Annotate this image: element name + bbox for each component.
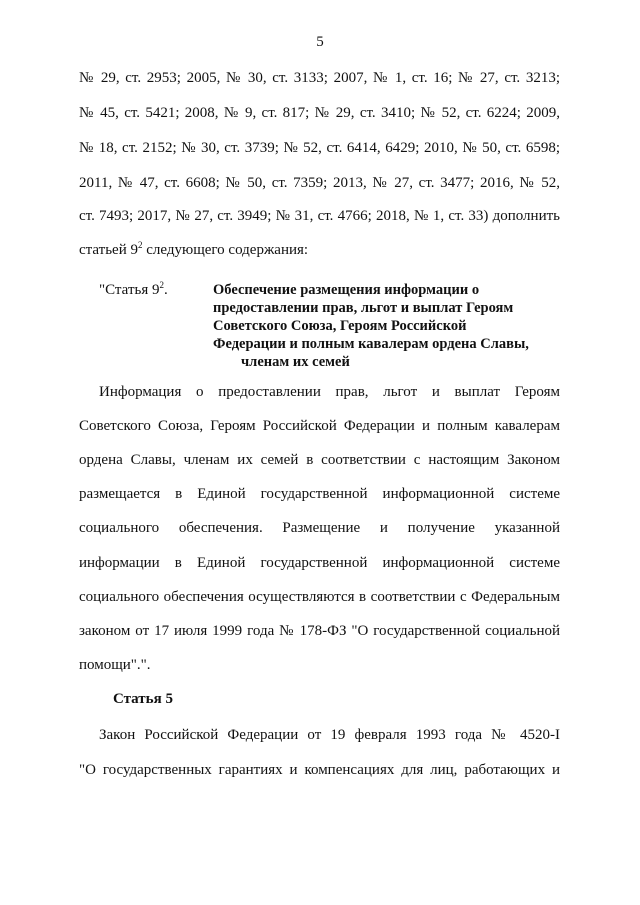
article5-line-2: "О государственных гарантиях и компенсациях для лиц, работающих и [79,762,560,778]
new-article-title-line-4: Федерации и полным кавалерам ордена Славы, [213,336,529,352]
new-article-title-line-2: предоставлении прав, льгот и выплат Героям [213,300,514,316]
new-article-title [213,281,529,371]
intro-line-4: 2011, № 47, ст. 6608; № 50, ст. 7359; 2013, № 27, ст. 3477; 2016, № 52, [79,175,560,191]
new-article-label-sup: 2 [159,280,164,290]
body-line-6: информации в Единой государственной информационной системе [79,555,560,571]
article5-line-1: Закон Российской Федерации от 19 февраля 1993 года № 4520-I [99,727,560,743]
body-line-9: помощи".". [79,657,151,673]
new-article-title-line-1: Обеспечение размещения информации о [213,282,480,298]
intro-line-5: ст. 7493; 2017, № 27, ст. 3949; № 31, ст. 4766; 2018, № 1, ст. 33) дополнить [79,208,560,224]
body-line-5: социального обеспечения. Размещение и получение указанной [79,520,560,536]
new-article-label-after: . [163,282,168,298]
body-line-3: ордена Славы, членам их семей в соответствии с настоящим Законом [79,452,560,468]
article5-heading: Статья 5 [113,691,173,707]
intro-last-after: следующего содержания: [142,242,309,258]
new-article-label [99,280,168,300]
body-line-2: Советского Союза, Героям Российской Федерации и полным кавалерам [79,418,560,434]
body-line-7: социального обеспечения осуществляются в соответствии с Федеральным [79,589,560,605]
intro-line-6 [79,240,560,260]
intro-line-3: № 18, ст. 2152; № 30, ст. 3739; № 52, ст. 6414, 6429; 2010, № 50, ст. 6598; [79,140,560,156]
intro-line-1: № 29, ст. 2953; 2005, № 30, ст. 3133; 2007, № 1, ст. 16; № 27, ст. 3213; [79,70,560,86]
body-line-8: законом от 17 июля 1999 года № 178-ФЗ "О государственной социальной [79,623,560,639]
new-article-label-before: "Статья 9 [99,282,160,298]
new-article-title-line-3: Советского Союза, Героям Российской [213,318,467,334]
intro-line-2: № 45, ст. 5421; 2008, № 9, ст. 817; № 29, ст. 3410; № 52, ст. 6224; 2009, [79,105,560,121]
body-line-1: Информация о предоставлении прав, льгот и выплат Героям [99,384,560,400]
new-article-title-line-5: членам их семей [241,354,350,370]
intro-last-before: статьей 9 [79,242,138,258]
page-number: 5 [316,34,324,50]
intro-last-sup: 2 [138,240,143,250]
body-line-4: размещается в Единой государственной информационной системе [79,486,560,502]
